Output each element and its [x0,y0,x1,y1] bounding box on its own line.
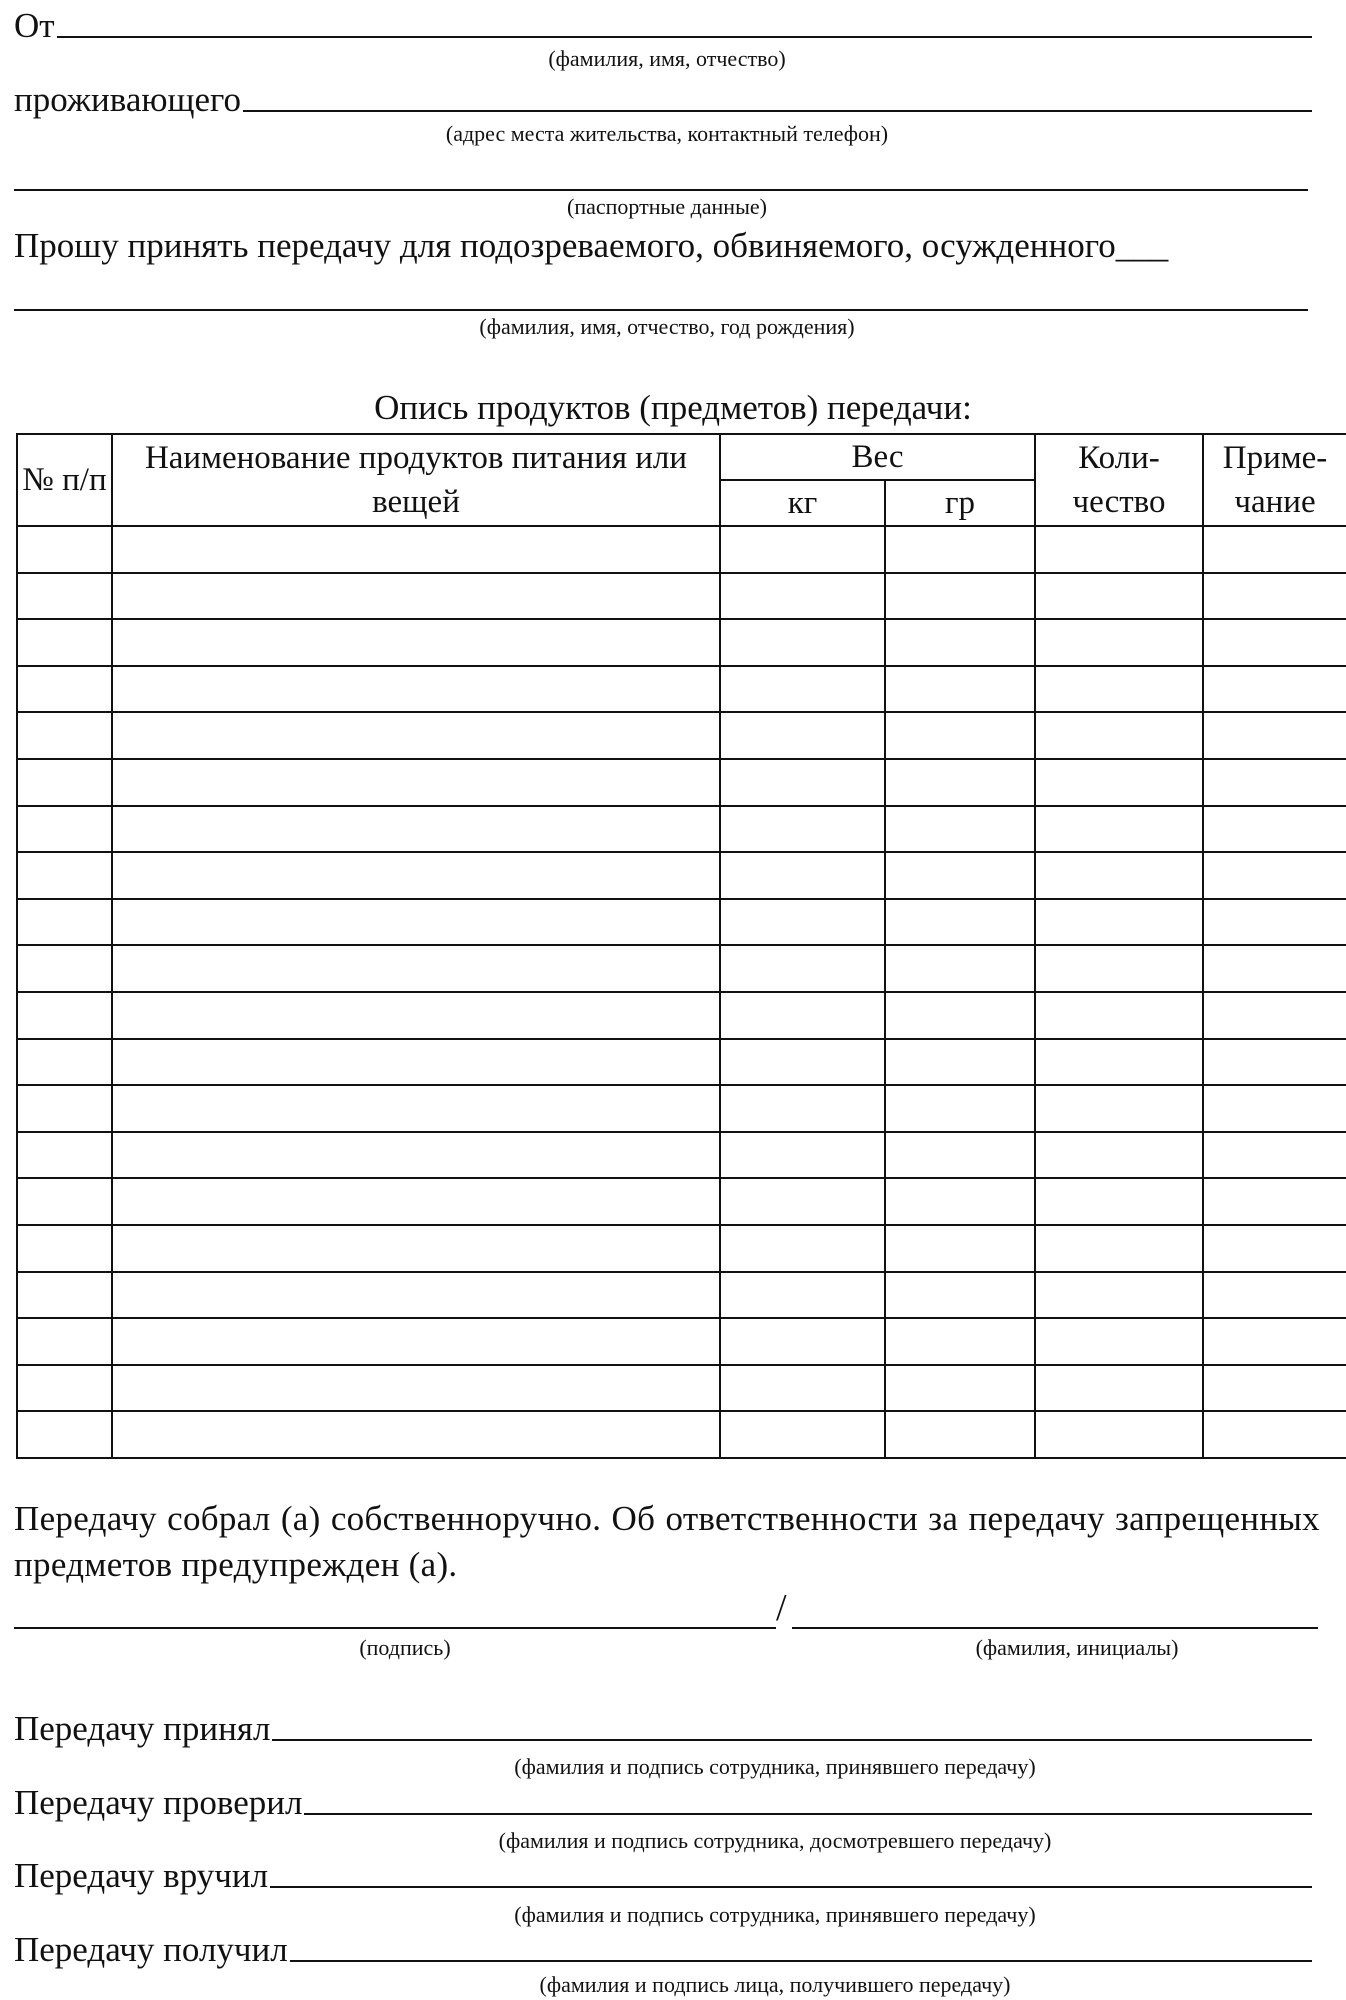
recipient-hint: (фамилия, имя, отчество, год рождения) [479,314,855,339]
table-cell[interactable] [1203,1411,1346,1458]
table-cell[interactable] [17,852,112,899]
table-cell[interactable] [112,759,720,806]
table-cell[interactable] [1203,1318,1346,1365]
request-row [14,228,1312,263]
col-num-header: № п/п [17,434,112,526]
table-cell[interactable] [112,1318,720,1365]
table-cell[interactable] [720,759,885,806]
table-cell[interactable] [112,945,720,992]
table-cell[interactable] [885,1225,1035,1272]
table-cell[interactable] [1035,1225,1203,1272]
table-cell[interactable] [885,1411,1035,1458]
table-cell[interactable] [1035,899,1203,946]
table-cell[interactable] [1035,1085,1203,1132]
table-row [17,619,1346,666]
table-row [17,666,1346,713]
table-cell[interactable] [17,945,112,992]
signoff-hint: (фамилия и подпись сотрудника, принявшего передачу) [514,1902,1036,1927]
table-cell[interactable] [885,1272,1035,1319]
recipient-field[interactable] [14,309,1308,311]
signoff-received-row [14,1711,1312,1746]
table-cell[interactable] [1035,759,1203,806]
table-cell[interactable] [885,1085,1035,1132]
table-cell[interactable] [1203,1225,1346,1272]
signoff-checked-row [14,1785,1312,1820]
col-note-header: Приме- чание [1203,434,1346,526]
residing-row [14,82,1312,117]
signoff-delivered-row [14,1858,1312,1893]
signature-field[interactable] [14,1627,776,1629]
table-cell[interactable] [1035,712,1203,759]
col-gr-header: гр [885,480,1035,526]
table-cell[interactable] [720,1039,885,1086]
table-cell[interactable] [1203,1272,1346,1319]
table-cell[interactable] [1035,1318,1203,1365]
table-row [17,1272,1346,1319]
table-cell[interactable] [17,1132,112,1179]
table-row [17,806,1346,853]
from-label: От [14,6,55,45]
request-text: Прошу принять передачу для подозреваемого, обвиняемого, осужденного___ [14,226,1169,265]
table-row [17,1365,1346,1412]
table-cell[interactable] [17,1272,112,1319]
table-cell[interactable] [885,619,1035,666]
table-cell[interactable] [17,1411,112,1458]
table-cell[interactable] [720,899,885,946]
table-cell[interactable] [112,1178,720,1225]
table-cell[interactable] [720,712,885,759]
table-cell[interactable] [1035,806,1203,853]
table-cell[interactable] [1203,899,1346,946]
table-cell[interactable] [720,666,885,713]
table-cell[interactable] [885,666,1035,713]
col-name-header: Наименование продуктов питания или вещей [112,434,720,526]
table-cell[interactable] [17,992,112,1039]
table-cell[interactable] [720,992,885,1039]
table-cell[interactable] [1035,1411,1203,1458]
table-cell[interactable] [17,619,112,666]
inventory-title: Опись продуктов (предметов) передачи: [374,388,972,427]
table-cell[interactable] [1035,992,1203,1039]
signoff-field[interactable] [290,1960,1312,1962]
table-cell[interactable] [17,899,112,946]
table-cell[interactable] [1203,1178,1346,1225]
table-cell[interactable] [1203,945,1346,992]
signoff-hint: (фамилия и подпись сотрудника, принявшего передачу) [514,1754,1036,1779]
table-row [17,992,1346,1039]
table-cell[interactable] [720,945,885,992]
signature-hint: (подпись) [359,1635,451,1660]
table-cell[interactable] [112,1365,720,1412]
table-cell[interactable] [720,1365,885,1412]
col-kg-header: кг [720,480,885,526]
table-cell[interactable] [720,619,885,666]
table-cell[interactable] [1203,619,1346,666]
from-field[interactable] [57,36,1312,38]
table-row [17,1318,1346,1365]
signoff-hint: (фамилия и подпись сотрудника, досмотревшего передачу) [498,1828,1052,1853]
table-cell[interactable] [720,852,885,899]
table-row [17,852,1346,899]
table-cell[interactable] [885,852,1035,899]
table-cell[interactable] [112,852,720,899]
table-cell[interactable] [112,712,720,759]
declaration-text: Передачу собрал (а) собственноручно. Об ответственности за передачу запрещенных предметов предупрежден (а). [14,1499,1320,1584]
table-cell[interactable] [885,1178,1035,1225]
table-cell[interactable] [17,1178,112,1225]
table-cell[interactable] [1035,1272,1203,1319]
passport-field[interactable] [14,189,1308,191]
table-cell[interactable] [112,1039,720,1086]
table-cell[interactable] [17,1318,112,1365]
signoff-obtained-row [14,1932,1312,1967]
from-row [14,8,1312,43]
table-cell[interactable] [885,1132,1035,1179]
signoff-field[interactable] [272,1739,1312,1741]
table-cell[interactable] [112,619,720,666]
residing-field[interactable] [243,110,1312,112]
table-cell[interactable] [17,806,112,853]
table-cell[interactable] [720,1225,885,1272]
table-cell[interactable] [1203,573,1346,620]
table-cell[interactable] [720,1411,885,1458]
signoff-field[interactable] [270,1886,1312,1888]
table-cell[interactable] [17,1039,112,1086]
table-cell[interactable] [1203,1039,1346,1086]
table-cell[interactable] [17,712,112,759]
table-cell[interactable] [1203,666,1346,713]
table-row [17,945,1346,992]
table-cell[interactable] [1203,759,1346,806]
col-weight-header: Вес [720,434,1035,480]
table-cell[interactable] [885,759,1035,806]
table-row [17,1411,1346,1458]
table-cell[interactable] [720,1272,885,1319]
table-cell[interactable] [1035,619,1203,666]
inventory-table [16,433,1346,1459]
signature-slash: / [776,1587,787,1629]
table-cell[interactable] [112,899,720,946]
signoff-hint: (фамилия и подпись лица, получившего передачу) [539,1972,1011,1997]
table-cell[interactable] [1203,1132,1346,1179]
table-cell[interactable] [1203,992,1346,1039]
table-cell[interactable] [112,992,720,1039]
table-cell[interactable] [1035,945,1203,992]
table-cell[interactable] [885,1318,1035,1365]
table-cell[interactable] [112,526,720,573]
table-cell[interactable] [1035,1039,1203,1086]
table-cell[interactable] [112,1272,720,1319]
name-initials-hint: (фамилия, инициалы) [975,1635,1179,1660]
table-cell[interactable] [17,1085,112,1132]
table-row [17,1085,1346,1132]
table-cell[interactable] [1035,852,1203,899]
table-cell[interactable] [1035,526,1203,573]
table-cell[interactable] [885,1365,1035,1412]
table-cell[interactable] [112,573,720,620]
table-cell[interactable] [17,526,112,573]
table-cell[interactable] [1203,1365,1346,1412]
table-cell[interactable] [1035,1178,1203,1225]
signoff-label: Передачу вручил [14,1856,269,1895]
signoff-label: Передачу проверил [14,1783,303,1822]
table-row [17,759,1346,806]
table-cell[interactable] [17,573,112,620]
table-cell[interactable] [720,526,885,573]
table-cell[interactable] [112,1085,720,1132]
table-cell[interactable] [885,526,1035,573]
table-cell[interactable] [112,1225,720,1272]
table-cell[interactable] [720,1085,885,1132]
table-cell[interactable] [720,1178,885,1225]
table-cell[interactable] [720,1132,885,1179]
passport-hint: (паспортные данные) [567,194,767,219]
table-cell[interactable] [885,992,1035,1039]
table-cell[interactable] [1203,526,1346,573]
residing-hint: (адрес места жительства, контактный телефон) [445,121,889,146]
table-cell[interactable] [1203,1085,1346,1132]
table-cell[interactable] [112,666,720,713]
name-initials-field[interactable] [792,1627,1318,1629]
residing-label: проживающего [14,80,241,119]
table-cell[interactable] [885,806,1035,853]
table-cell[interactable] [17,759,112,806]
table-cell[interactable] [17,1225,112,1272]
table-cell[interactable] [720,806,885,853]
table-cell[interactable] [112,806,720,853]
table-row [17,573,1346,620]
table-cell[interactable] [17,666,112,713]
table-cell[interactable] [1035,666,1203,713]
table-cell[interactable] [1203,852,1346,899]
signoff-label: Передачу получил [14,1930,288,1969]
table-row [17,712,1346,759]
from-hint: (фамилия, имя, отчество) [548,46,786,71]
table-cell[interactable] [112,1411,720,1458]
table-cell[interactable] [1035,573,1203,620]
signoff-field[interactable] [304,1813,1312,1815]
table-row [17,1178,1346,1225]
table-cell[interactable] [1035,1365,1203,1412]
table-cell[interactable] [1035,1132,1203,1179]
table-row [17,1225,1346,1272]
table-cell[interactable] [1203,712,1346,759]
table-cell[interactable] [885,899,1035,946]
table-cell[interactable] [885,712,1035,759]
table-cell[interactable] [17,1365,112,1412]
signoff-label: Передачу принял [14,1709,271,1748]
inventory-body [17,526,1346,1458]
table-cell[interactable] [720,1318,885,1365]
table-cell[interactable] [885,1039,1035,1086]
table-cell[interactable] [1203,806,1346,853]
table-cell[interactable] [885,945,1035,992]
table-cell[interactable] [885,573,1035,620]
table-row [17,899,1346,946]
table-cell[interactable] [720,573,885,620]
col-qty-header: Коли- чество [1035,434,1203,526]
table-row [17,1039,1346,1086]
table-cell[interactable] [112,1132,720,1179]
table-row [17,526,1346,573]
table-row [17,1132,1346,1179]
